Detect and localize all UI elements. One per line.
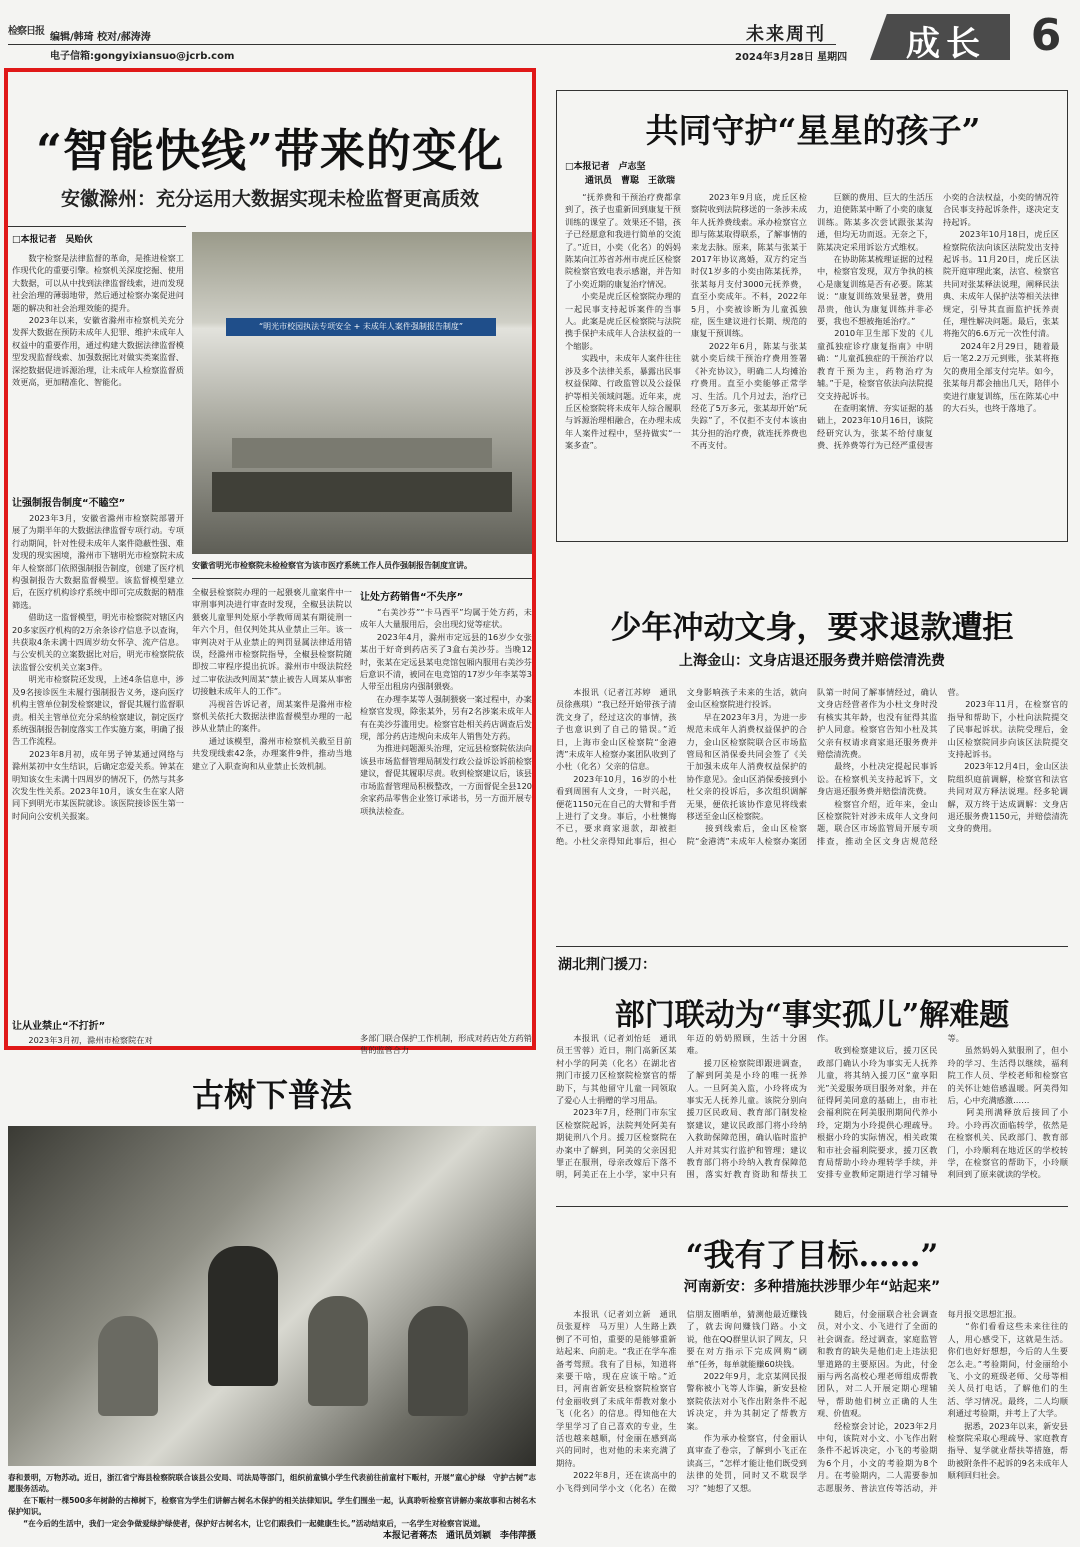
email-label: 电子信箱: — [50, 51, 94, 62]
photo-caption: 安徽省明光市检察院未检检察官为该市医疗系统工作人员作强制报告制度宣讲。 — [192, 561, 472, 570]
supplement-name: 未来周刊 — [746, 24, 826, 45]
child-shape — [98, 1316, 158, 1416]
photo-banner: “明光市校园执法专项安全 + 未成年人案件强制报告制度” — [226, 318, 496, 336]
section-heading-1: 让强制报告制度“不瞌空” — [12, 498, 126, 509]
intro-text: 数字检察是法律监督的革命，是推进检察工作现代化的重要引擎。检察机关深度挖掘、使用大数据，可以从中找到法律监督线索，进而发现社会治理的薄弱地带，然后通过检察办案促进问题的解决和社会治理效能的提升。 2023年以来，安徽省滁州市检察机关充分发挥大数据在预防未成年人犯罪、维护未成年人权益中的重要作用，通过构建大数据法律监督模型发现监督线索、加强数据比对做实类案监督、深挖数据促进诉源治理，让未成年人检察监督质效更高，更加精准化、智能化。 — [12, 253, 184, 388]
person-shape — [208, 1246, 278, 1386]
article-title: 共同守护“星星的孩子” — [645, 111, 981, 150]
photo-credit: 本报记者蒋杰 通讯员刘颖 李伟萍摄 — [382, 1531, 536, 1541]
article-tattoo — [556, 596, 1068, 940]
desk-shape — [212, 472, 512, 512]
article-smart-express — [4, 68, 536, 1056]
article-byline: □本报记者 吴贻伙 — [12, 235, 93, 245]
article-body: 本报讯（记者刘立新 通讯员张夏梓 马万里）人生路上跌倒了不可怕，重要的是能够重新站起来、向前走。“我正在学车准备考驾照。我有了目标，知道将来要干啥，现在应该干啥。”近日，河南省新安县检察院检察官付金丽收到了未成年帮教对象小飞（化名）的信息。得知他在大学里学习了自己喜欢的专业，生活也越来越顺，付金丽在感到高兴的同时，也对他的未来充满了期待。 2022年8月，还在读高中的小飞得到同学小文（化名）在微信朋友圈晒单，猜测他最近赚钱了，就去询问赚钱门路。小文说，他在QQ群里认识了网友，只要在对方指示下完成网购“刷单”任务，每单就能赚60块钱。 2022年9月，北京某网民报警称被小飞等人诈骗，新安县检察院依法对小飞作出附条件不起诉决定，并为其制定了帮教方案。 作为承办检察官，付金丽认真审查了卷宗，了解到小飞正在读高三，“怎样才能让他们既受到法律的处罚，同时又不耽误学习？”她想了又想。 随后，付金丽联合社会调查员，对小文、小飞进行了全面的社会调查。经过调查，家庭监管和教育的缺失是他们走上违法犯罪道路的主要原因。为此，付金丽与两名高校心理老师组成帮教团队，对二人开展定期心理辅导，帮助他们树立正确的人生观、价值观。 经检察会讨论，2023年2月中旬，该院对小文、小飞作出附条件不起诉决定，小飞的考验期为6个月，小文的考验期为8个月。在考验期内，二人需要参加志愿服务、普法宣传等活动，并每月报交思想汇报。 “你们看看这些未来往往的人，用心感受下，这就是生活。你们也好好想想，今后的人生要怎么走。”考验期间，付金丽给小飞、小文的班级老师、父母等相关人员打电话，了解他们的生活、学习情况。最终，二人均顺利通过考验期，并考上了大学。 据悉，2023年以来，新安县检察院采取心理疏导、家庭教育指导、复学就业帮扶等措施，帮助被附条件不起诉的9名未成年人顺利回归社会。 — [556, 1309, 1068, 1493]
divider — [8, 226, 186, 227]
audience-shape — [232, 438, 492, 468]
conference-photo — [192, 232, 532, 554]
section-heading-3: 让处方药销售“不失序” — [360, 592, 464, 603]
article-body: 本报讯（记者江苏婷 通讯员徐燕琪）“我已经开始带孩子清洗文身了，经过这次的事情，孩子也意识到了自己的错误。”近日，上海市金山区检察院“金港湾”未成年人检察办案团队收到了小杜（化名）父亲的信息。 2023年10月，16岁的小杜看到周围有人文身，一时兴起，便花1150元在自己的大臂和手背上进行了文身。事后，小杜懊悔不已，要求商家退款，却被拒绝。小杜父亲得知此事后，担心文身影响孩子未来的生活，就向金山区检察院进行投诉。 早在2023年3月，为进一步规范未成年人消费权益保护的合力，金山区检察院联合区市场监管局和区消保委共同会签了《关于加强未成年人消费权益保护的协作意见》。金山区消保委接到小杜父亲的投诉后，多次组织调解无果，便依托该协作意见将线索移送至金山区检察院。 接到线索后，金山区检察院“金港湾”未成年人检察办案团队第一时间了解事情经过，确认文身店经营者作为小杜文身时没有核实其年龄，也没有征得其监护人同意。检察官告知小杜及其父亲有权请求商家退还服务费并赔偿清洗费。 最终，小杜决定提起民事诉讼。在检察机关支持起诉下，文身店退还服务费并赔偿清洗费。 检察官介绍，近年来，金山区检察院针对涉未成年人文身问题，联合区市场监管局开展专项排查，推动全区文身店规范经营。 2023年11月，在检察官的指导和帮助下，小杜向法院提交了民事起诉状。法院受理后，金山区检察院同步向该区法院提交支持起诉书。 2023年12月4日，金山区法院组织庭前调解，检察官和法官共同对双方释法说理。经多轮调解，双方终于达成调解：文身店退还服务费1150元，并赔偿清洗文身的费用。 — [556, 687, 1068, 846]
child-shape — [408, 1306, 468, 1416]
tree-photo — [8, 1126, 536, 1466]
article-body: 本报讯（记者刘怡廷 通讯员王雪蓉）近日，荆门高新区某村小学的阿美（化名）在湖北省荆门市援刀区检察院检察官的帮助下，与其他留守儿童一同领取了爱心人士捐赠的学习用品。 2023年7月，经荆门市东宝区检察院起诉，法院判处阿美有期徒刑八个月。援刀区检察院在办案中了解到，阿美的父亲因犯罪正在服刑，母亲改嫁后下落不明，阿美正在上小学，家中只有年迈的奶奶照顾，生活十分困难。 援刀区检察院即跟进调查，了解到阿美是小玲的唯一抚养人。一旦阿美入监，小玲将成为事实无人抚养儿童。该院分别向援刀区民政局、教育部门制发检察建议，建议民政部门将小玲纳入救助保障范围，确认临时监护人并对其实行监护和管理；建议教育部门将小玲纳入教育保障范围，落实好教育资助和帮扶工作。 收到检察建议后，援刀区民政部门确认小玲为事实无人抚养儿童，将其纳入援刀区“童享阳光”关爱服务项目服务对象，并在征得阿美同意的基础上，由市社会福利院在阿美服刑期间代养小玲，定期为小玲提供心理疏导。根据小玲的实际情况，相关政策和市社会福利院要求，援刀区教育局帮助小玲办理转学手续，并安排专业教师定期进行学习辅导等。 虽然妈妈入狱服刑了，但小玲的学习、生活得以继续，福利院工作人员、学校老师和检察官的关怀让她倍感温暖。阿美得知后，心中充满感激…… 阿美刑满释放后接回了小玲。小玲再次面临转学，依然是在检察机关、民政部门、教育部门，小玲顺利在地近区的学校转学，在检察官的帮助下，小玲顺利回到了原来就读的学校。 — [556, 1033, 1068, 1180]
article-kicker: 湖北荆门援刀： — [558, 957, 656, 973]
issue-date: 2024年3月28日 星期四 — [735, 52, 848, 63]
article-orphans — [556, 950, 1068, 1202]
editors-line: 编辑/韩琦 校对/郝涛涛 — [50, 32, 151, 43]
article-subtitle: 安徽滁州：充分运用大数据实现未检监督更高质效 — [60, 188, 479, 210]
divider — [556, 946, 1068, 947]
article-subtitle: 上海金山：文身店退还服务费并赔偿清洗费 — [679, 653, 945, 669]
article-title: 古树下普法 — [191, 1076, 352, 1114]
article-subtitle: 河南新安：多种措施扶涉罪少年“站起来” — [683, 1279, 941, 1295]
newspaper-logo: 检察日报 — [8, 26, 44, 37]
email-address[interactable]: gongyixiansuo@jcrb.com — [94, 51, 235, 62]
child-shape — [308, 1296, 368, 1406]
column-3-tail: 多部门联合保护工作机制，形成对药店处方药销售的监管合力 — [360, 1033, 532, 1056]
article-body: “抚养费和干预治疗费都拿到了，孩子也重新回到康复干预训练的课堂了。效果还不错，孩子已经愿意和我进行简单的交流了。”近日，小奕（化名）的妈妈陈某向江苏省苏州市虎丘区检察院检察官致电表示感谢，并告知了小奕近期的康复治疗情况。 小奕是虎丘区检察院办理的一起民事支持起诉案件的当事人。此案是虎丘区检察院与法院携手保护未成年人合法权益的一个缩影。 实践中，未成年人案件往往涉及多个法律关系，暴露出民事权益保障、行政监管以及公益保护等相关领域问题。近年来，虎丘区检察院将未成年人综合履职与诉源治理相融合，在办理未成年人案件过程中，坚持做实“一案多查”。 2023年9月底，虎丘区检察院收到法院移送的一条涉未成年人抚养费线索。承办检察官立即与陈某取得联系，了解事情的来龙去脉。原来，陈某与张某于2017年协议离婚，双方约定当时仅1岁多的小奕由陈某抚养，张某每月支付3000元抚养费，直至小奕成年。不料，2022年5月，小奕被诊断为儿童孤独症，医生建议进行长期、规范的康复干预训练。 2022年6月，陈某与张某就小奕后续干预治疗费用签署《补充协议》，明确二人均摊治疗费用。直至小奕能够正常学习、生活。几个月过去，治疗已经花了5万多元，张某却开始“玩失踪”了，不仅拒不支付本该由其分担的治疗费，就连抚养费也不再支付。 巨额的费用、巨大的生活压力，迫使陈某中断了小奕的康复训练。陈某多次尝试跟张某沟通，但均无功而返。无奈之下，陈某决定采用诉讼方式维权。 在协助陈某梳理证据的过程中，检察官发现，双方争执的核心是康复训练是否有必要。陈某说：“康复训练效果显著，费用昂贵，他认为康复训练并非必要，我也不想被拖延治疗。” 2010年卫生部下发的《儿童孤独症诊疗康复指南》中明确：“儿童孤独症的干预治疗以教育干预为主，药物治疗为辅。”于是，检察官依法向法院提交支持起诉书。 在查明案情、夯实证据的基础上，2023年10月16日，该院经研究认为，张某不给付康复费、抚养费等行为已经严重侵害小奕的合法权益，小奕的情况符合民事支持起诉条件，遂决定支持起诉。 2023年10月18日，虎丘区检察院依法向该区法院发出支持起诉书。11月20日，虎丘区法院开庭审理此案，法官、检察官共同对张某释法说理，阐释民法典、未成年人保护法等相关法律规定，引导其直面监护抚养责任，理性解决问题。最后，张某将拖欠的6.6万元一次性付清。 2024年2月29日，随着最后一笔2.2万元到账，张某将拖欠的费用全部支付完毕。如今，张某每月都会抽出几天，陪伴小奕进行康复训练，压在陈某心中的大石头，也终于落地了。 — [565, 192, 1059, 451]
column-3-text: “右美沙芬”“卡马西平”均属于处方药，未成年人大量服用后，会出现幻觉等症状。 2023年4月，滁州市定远县的16岁少女张某出于好奇到药店买了3盒右美沙芬。当晚12时，张某在定远县某电竞馆包厢内服用右美沙芬后意识不清，被同在电竞馆的17岁少年李某等3人带至出租房内强制猥亵。 在办理李某等人强制猥亵一案过程中，办案检察官发现，除张某外，另有2名涉案未成年人有在美沙芬滥用史。检察官赴相关药店调查后发现，部分药店违规向未成年人销售处方药。 为推进问题源头治理，定远县检察院依法向该县市场监督管理局制发行政公益诉讼诉前检察建议，督促其履职尽责。收到检察建议后，该县市场监督管理局积极整改，一方面督促全县120余家药品零售企业签订承诺书，另一方面开展专项执法检查。 — [360, 607, 532, 816]
divider — [556, 1206, 1068, 1207]
article-star-children — [556, 90, 1068, 542]
masthead — [0, 0, 1080, 66]
article-goal — [556, 1220, 1068, 1544]
column-1-tail: 2023年3月初，滁州市检察院在对 — [12, 1035, 153, 1045]
column-1-text: 2023年3月，安徽省滁州市检察院部署开展了为期半年的大数据法律监督专项行动。专项行动期间，针对性侵未成年人案件隐蔽性强、难发现的现实困境，滁州市下辖明光市检察院未成年人检察部门依照强制报告制度，创建了医疗机构强制报告大数据监督模型。该监督模型建立后，在医疗机构诊疗系统中即可完成数据的精准筛选。 借助这一监督模型，明光市检察院对辖区内20多家医疗机构的2万余条诊疗信息予以查询，共获取4条未满十四周岁幼女怀孕、流产信息。与公安机关的立案数据比对后，明光市检察院依法监督公安机关立案3件。 明光市检察院还发现，上述4条信息中，涉及9名接诊医生未履行强制报告义务，遂向医疗机构主管单位制发检察建议，督促其履行监督职责。相关主管单位充分采纳检察建议，制定医疗系统强制报告制度落实工作实施方案，明确了报告工作流程。 2023年8月初，成年男子钟某通过网络与滁州某初中女生结识，后确定恋爱关系。钟某在明知该女生未满十四周岁的情况下，仍然与其多次发生性关系。2023年10月，该女生在家人陪同下到明光市某医院就诊。该医院接诊医生第一时间向公安机关报案。 — [12, 513, 184, 821]
masthead-rule — [8, 44, 836, 45]
page-number: 6 — [1030, 10, 1062, 61]
article-title: “智能快线”带来的变化 — [36, 124, 504, 177]
email-line — [50, 47, 234, 62]
article-title: 部门联动为“事实孤儿”解难题 — [614, 998, 1010, 1033]
byline-reporter: □本报记者 卢志坚 — [565, 162, 646, 172]
section-heading-2: 让从业禁止“不打折” — [12, 1021, 106, 1032]
article-title: “我有了目标……” — [685, 1238, 939, 1274]
article-ancient-tree — [8, 1056, 536, 1544]
section-title: 成长 — [906, 24, 986, 64]
article-title: 少年冲动文身，要求退款遭拒 — [610, 610, 1014, 646]
column-2-text: 全椒县检察院办理的一起猥亵儿童案件中一审刑事判决进行审查时发现，全椒县法院以猥亵儿童罪判处原小学教师周某有期徒刑一年六个月，但仅判处其从业禁止三年。该一审判决对于从业禁止的判罚显属法律适用错误，经滁州市检察院指导，全椒县检察院随即按二审程序提出抗诉。滁州市中级法院经过二审依法改判周某“禁止被告人周某从事密切接触未成年人的工作”。 冯视首告诉记者，周某案件是滁州市检察机关依托大数据法律监督模型办理的一起涉从业禁止的案件。 通过该模型，滁州市检察机关截至目前共发现线索42条，办理案件9件，推动当地建立了入职查询和从业禁止长效机制。 — [192, 587, 352, 771]
divider — [192, 578, 532, 579]
byline-correspondent: 通讯员 曹聪 王欲瑞 — [585, 176, 676, 186]
photo-caption: 春和景明，万物苏动。近日，浙江省宁海县检察院联合该县公安局、司法局等部门，组织前童镇小学生代表前往前童村下畈村，开展“童心护绿 守护古树”志愿服务活动。 在下畈村一棵500多年树龄的古樟树下，检察官为学生们讲解古树名木保护的相关法律知识。学生们围坐一起，认真聆听检察官讲解办案故事和古树名木保护知识。 “在今后的生活中，我们一定会争做爱绿护绿使者，保护好古树名木，让它们跟我们一起健康生长。”活动结束后，一名学生对检察官说道。 — [8, 1473, 536, 1528]
